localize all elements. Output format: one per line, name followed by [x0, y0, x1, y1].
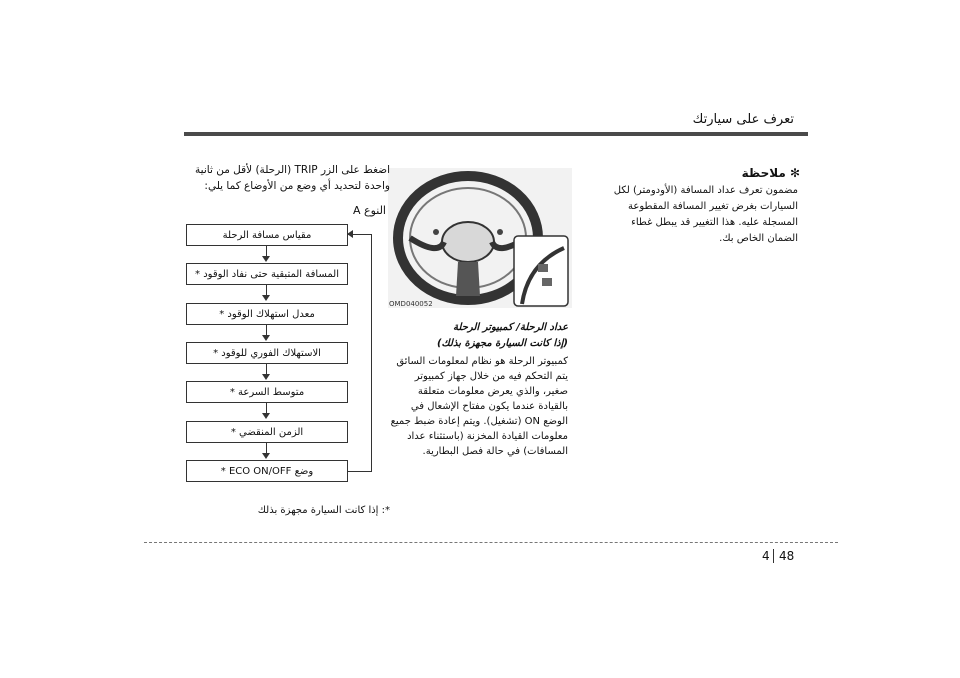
note-heading: ✻ ملاحظة: [741, 166, 800, 180]
trip-intro: اضغط على الزر TRIP (الرحلة) لأقل من ثانية واحدة لتحديد أي وضع من الأوضاع كما يلي:: [195, 164, 390, 192]
figure-caption: OMD040052: [389, 300, 433, 308]
header-title: تعرف على سيارتك: [692, 112, 794, 127]
mode-type-label: النوع A: [352, 204, 386, 217]
arrow-down-icon: [262, 453, 270, 459]
mode-box-distance-to-empty: المسافة المتبقية حتى نفاد الوقود *: [186, 263, 348, 285]
mode-box-instant-fuel: الاستهلاك الفوري للوقود *: [186, 342, 348, 364]
footnote: *: إذا كانت السيارة مجهزة بذلك: [257, 505, 390, 516]
mode-box-eco: وضع ECO ON/OFF *: [186, 460, 348, 482]
page-chapter: 4: [762, 549, 770, 563]
steering-wheel-icon: [388, 168, 572, 308]
mode-box-average-speed: متوسط السرعة *: [186, 381, 348, 403]
trip-subheading: (إذا كانت السيارة مجهزة بذلك): [436, 338, 568, 349]
arrow-down-icon: [262, 335, 270, 341]
arrow-down-icon: [262, 256, 270, 262]
arrow-down-icon: [262, 413, 270, 419]
arrow-down-icon: [262, 374, 270, 380]
footer-rule: [144, 542, 838, 543]
mode-box-trip-odometer: مقياس مسافة الرحلة: [186, 224, 348, 246]
trip-heading: عداد الرحلة/ كمبيوتر الرحلة: [453, 322, 568, 333]
page-number: 48: [779, 549, 795, 563]
trip-body: كمبيوتر الرحلة هو نظام لمعلومات السائق يتم التحكم فيه من خلال جهاز كمبيوتر صغير، والذي يعرض معلومات متعلقة بالقيادة عندما يكون مفتاح الإشعال في الوضع ON (تشغيل). ويتم إعادة ضبط جميع معلومات القيادة المخزنة (باستثناء عداد المسافات) في حالة فصل البطارية.: [390, 356, 568, 457]
mode-box-average-fuel: معدل استهلاك الوقود *: [186, 303, 348, 325]
steering-wheel-figure: [388, 168, 572, 308]
loop-connector: [347, 234, 372, 472]
arrow-down-icon: [262, 295, 270, 301]
mode-box-elapsed-time: الزمن المنقضي *: [186, 421, 348, 443]
header-rule: [184, 132, 808, 136]
page-separator: [773, 549, 774, 563]
note-body: مضمون تعرف عداد المسافة (الأودومتر) لكل السيارات بغرض تغيير المسافة المقطوعة المسجلة عليه. هذا التغيير قد يبطل غطاء الضمان الخاص بك.: [613, 185, 798, 244]
arrow-left-icon: [347, 230, 353, 238]
